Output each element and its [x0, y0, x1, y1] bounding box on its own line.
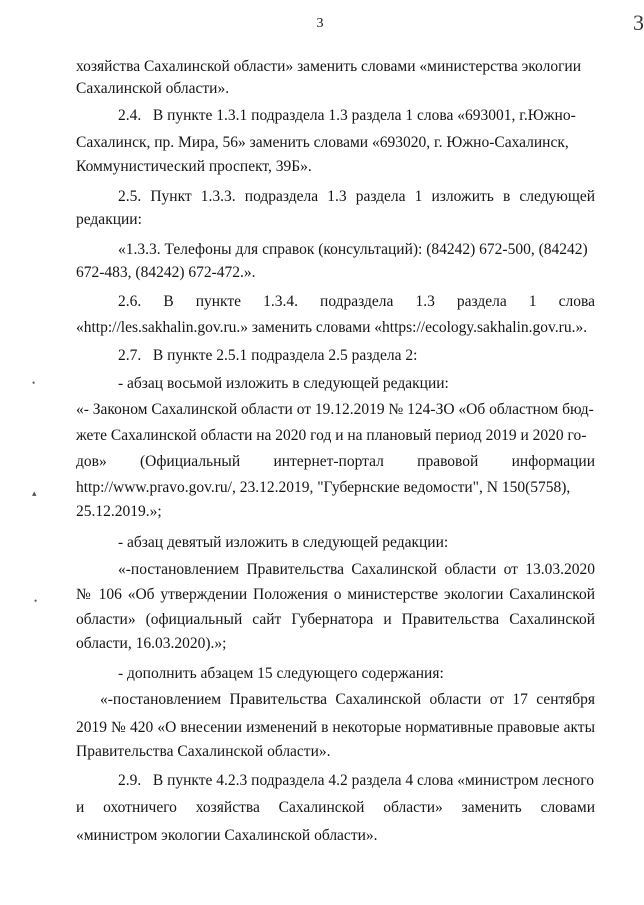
text-line: области, 16.03.2020).»;: [76, 635, 227, 652]
text-line: Сахалинской области».: [76, 80, 230, 97]
page-number: 3: [316, 16, 324, 31]
text-line: 672-483, (84242) 672-472.».: [76, 264, 256, 281]
text-line: «1.3.3. Телефоны для справок (консультаций): (84242) 672-500, (84242): [118, 241, 588, 258]
text-line: - абзац девятый изложить в следующей редакции:: [118, 534, 449, 551]
text-line: 2.6. В пункте 1.3.4. подраздела 1.3 раздела 1 слова: [118, 293, 595, 310]
text-line: Коммунистический проспект, 39Б».: [76, 158, 312, 175]
scan-speck: •: [32, 378, 36, 388]
corner-page-mark: 3: [633, 10, 644, 35]
text-line: 2019 № 420 «О внесении изменений в некоторые нормативные правовые акты: [76, 719, 595, 736]
text-line: жете Сахалинской области на 2020 год и на плановый период 2019 и 2020 го-: [76, 427, 587, 444]
text-line: http://www.pravo.gov.ru/, 23.12.2019, "Губернские ведомости", N 150(5758),: [76, 479, 571, 496]
text-line: - дополнить абзацем 15 следующего содержания:: [118, 665, 444, 682]
text-line: 2.7. В пункте 2.5.1 подраздела 2.5 раздела 2:: [118, 347, 418, 364]
text-line: Сахалинск, пр. Мира, 56» заменить словами «693020, г. Южно-Сахалинск,: [76, 134, 569, 151]
text-line: 2.5. Пункт 1.3.3. подраздела 1.3 раздела 1 изложить в следующей: [118, 188, 595, 205]
text-line: и охотничего хозяйства Сахалинской области» заменить словами: [76, 799, 595, 816]
text-line: «- Законом Сахалинской области от 19.12.2019 № 124-ЗО «Об областном бюд-: [76, 401, 594, 418]
text-line: хозяйства Сахалинской области» заменить словами «министерства экологии: [76, 58, 582, 75]
text-line: 2.4. В пункте 1.3.1 подраздела 1.3 раздела 1 слова «693001, г.Южно-: [118, 107, 576, 124]
text-line: «-постановлением Правительства Сахалинской области от 13.03.2020: [118, 561, 595, 578]
text-line: - абзац восьмой изложить в следующей редакции:: [118, 375, 449, 392]
scan-speck: ▴: [32, 488, 37, 498]
text-line: «-постановлением Правительства Сахалинской области от 17 сентября: [100, 691, 595, 708]
text-line: «министром экологии Сахалинской области».: [76, 827, 378, 844]
text-line: редакции:: [76, 211, 142, 228]
text-line: «http://les.sakhalin.gov.ru.» заменить словами «https://ecology.sakhalin.gov.ru.».: [76, 319, 588, 336]
scan-speck: •: [34, 596, 38, 606]
text-line: 2.9. В пункте 4.2.3 подраздела 4.2 раздела 4 слова «министром лесного: [118, 772, 595, 789]
text-line: дов» (Официальный интернет-портал правовой информации: [76, 453, 595, 470]
text-line: № 106 «Об утверждении Положения о министерстве экологии Сахалинской: [76, 586, 595, 603]
text-line: области» (официальный сайт Губернатора и Правительства Сахалинской: [76, 611, 595, 628]
text-line: Правительства Сахалинской области».: [76, 743, 331, 760]
text-line: 25.12.2019.»;: [76, 503, 162, 520]
